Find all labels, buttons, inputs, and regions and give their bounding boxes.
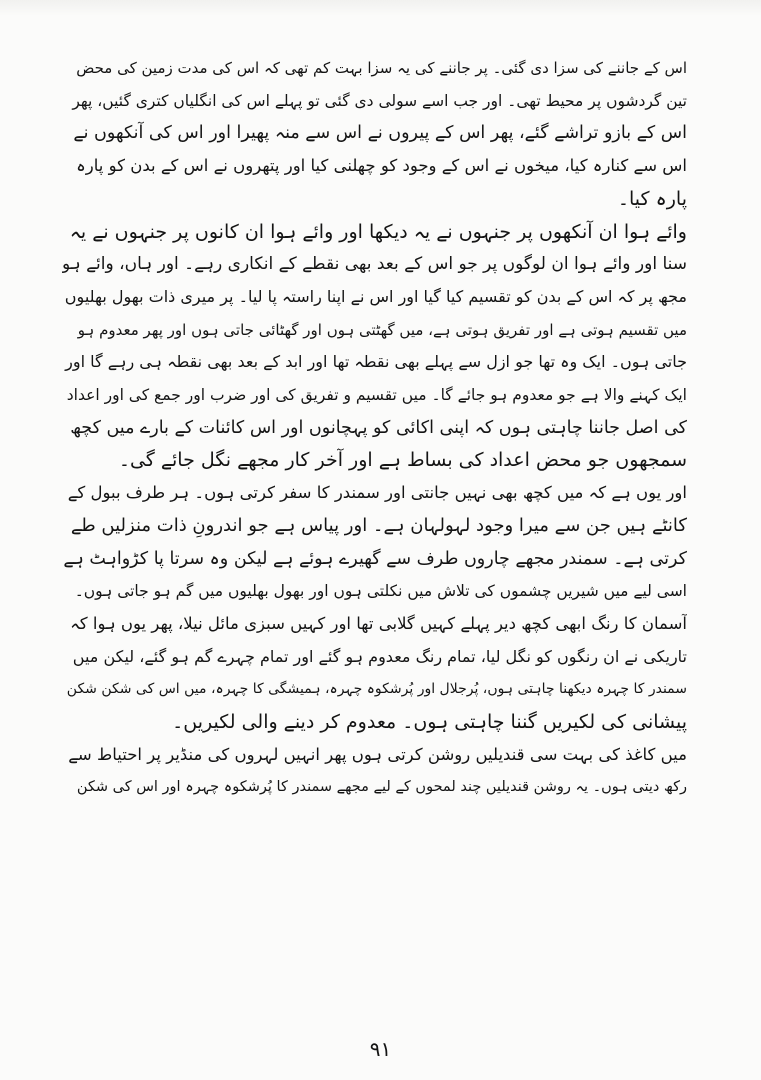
paragraph-2 [62,216,687,478]
text-line: پارہ کیا۔ [617,187,687,210]
text-line: اس کے جاننے کی سزا دی گئی۔ پر جاننے کی یہ سزا بہت کم تھی کہ اس کی مدت زمین کی محض [76,59,687,77]
text-line: اسی لیے میں شیریں چشموں کی تلاش میں نکلتی ہوں اور بھول بھلیوں میں گم ہو جاتی ہوں۔ [74,582,687,601]
text-line: رکھ دیتی ہوں۔ یہ روشن قندیلیں چند لمحوں کے لیے مجھے سمندر کا پُرشکوہ چہرہ اور اس کی شکن [76,779,687,796]
text-line: میں تقسیم ہوتی ہے اور تفریق ہوتی ہے، میں گھٹتی ہوں اور گھٹائی جاتی ہوں اور پھر معدوم ہو [77,320,687,339]
text-line: آسمان کا رنگ ابھی کچھ دیر پہلے کہیں گلابی تھا اور کہیں سبزی مائل نیلا، پھر یوں ہوا کہ [70,613,687,633]
text-line: تاریکی نے ان رنگوں کو نگل لیا، تمام رنگ معدوم ہو گئے اور تمام چہرے گم ہو گئے، لیکن میں [72,646,687,666]
page-body-text [62,52,687,804]
text-line: تین گردشوں پر محیط تھی۔ اور جب اسے سولی دی گئی تو پہلے اس کی انگلیاں کتری گئیں، پھر [72,91,687,110]
text-line: سنا اور وائے ہوا ان لوگوں پر جو اس کے بعد بھی نقطے کے انکاری رہے۔ اور ہاں، وائے ہو [62,254,687,275]
text-line: اس سے کنارہ کیا، میخوں نے اس کے وجود کو چھلنی کیا اور پتھروں نے اس کے بدن کو پارہ [76,156,687,176]
text-line: سمندر کا چہرہ دیکھنا چاہتی ہوں، پُرجلال اور پُرشکوہ چہرہ، ہمیشگی کا چہرہ، میں اس کی شکن شکن [66,681,687,698]
page-number: ۹۱ [369,1037,392,1061]
text-line: کانٹے ہیں جن سے میرا وجود لہولہان ہے۔ اور پیاس ہے جو اندرونِ ذات منزلیں طے [70,514,687,536]
text-line: مجھ پر کہ اس کے بدن کو تقسیم کیا گیا اور اس نے اپنا راستہ پا لیا۔ پر میری ذات بھول بھلیوں [64,286,687,306]
paragraph-4 [62,608,687,739]
text-line: میں کاغذ کی بہت سی قندیلیں روشن کرتی ہوں پھر انہیں لہروں کی منڈیر پر احتیاط سے [68,744,687,764]
text-line: پیشانی کی لکیریں گننا چاہتی ہوں۔ معدوم کر دینے والی لکیریں۔ [172,711,687,734]
text-line: جاتی ہوں۔ ایک وہ تھا جو ازل سے پہلے بھی نقطہ تھا اور ابد کے بعد بھی نقطہ ہی رہے گا اور [65,352,687,372]
text-line: ایک کہنے والا ہے جو معدوم ہو جائے گا۔ میں تقسیم و تفریق کی اور ضرب اور جمع کی اور اعداد [66,386,687,405]
text-line: کی اصل جاننا چاہتی ہوں کہ اپنی اکائی کو پہچانوں اور اس کائنات کے بارے میں کچھ [70,417,687,438]
text-line: سمجھوں جو محض اعداد کی بساط ہے اور آخر کار مجھے نگل جائے گی۔ [118,449,687,472]
paragraph-3 [62,477,687,608]
text-line: وائے ہوا ان آنکھوں پر جنہوں نے یہ دیکھا اور وائے ہوا ان کانوں پر جنہوں نے یہ [69,220,687,243]
text-line: اور یوں ہے کہ میں کچھ بھی نہیں جانتی اور سمندر کا سفر کرتی ہوں۔ ہر طرف ببول کے [67,483,687,503]
paragraph-5 [62,739,687,804]
text-line: کرتی ہے۔ سمندر مجھے چاروں طرف سے گھیرے ہوئے ہے لیکن وہ سرتا پا کڑواہٹ ہے [63,548,687,569]
text-line: اس کے بازو تراشے گئے، پھر اس کے پیروں نے اس سے منہ پھیرا اور اس کی آنکھوں نے [73,123,687,144]
scan-top-edge [0,0,761,16]
paragraph-1 [62,52,687,216]
